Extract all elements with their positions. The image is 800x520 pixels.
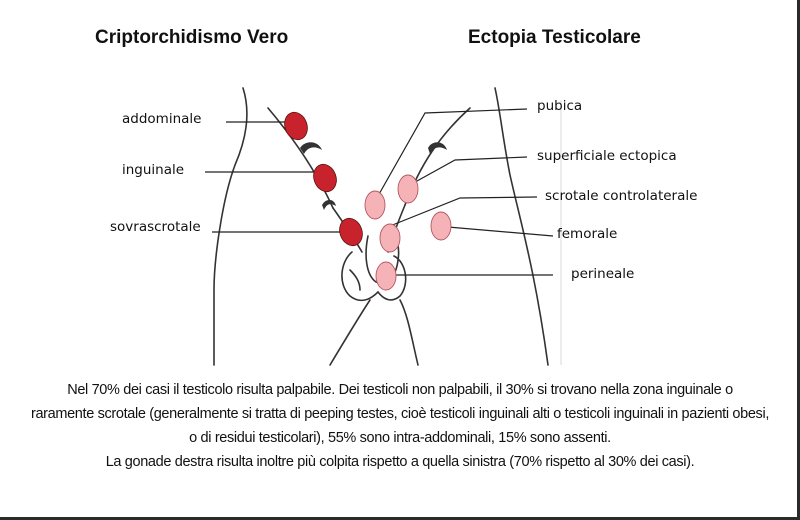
leader-femorale (448, 227, 553, 236)
label-perineale: perineale (571, 266, 635, 282)
caption-line: Nel 70% dei casi il testicolo risulta palpabile. Dei testicoli non palpabili, il 30% si trovano nella zona inguinale o (67, 382, 733, 398)
caption-line: raramente scrotale (generalmente si tratta di peeping testes, cioè testicoli inguinali alti o testicoli inguinali in pazienti obesi, (30, 406, 770, 422)
label-superficiale-ectopica: superficiale ectopica (537, 148, 677, 164)
right-ring-mark (428, 142, 447, 154)
label-inguinale: inguinale (122, 162, 185, 178)
left-inner-thigh (330, 300, 370, 365)
left-ring-upper (300, 142, 322, 154)
left-body-side (214, 88, 247, 365)
scrotum-fold (350, 270, 360, 290)
caption-line: o di residui testicolari), 55% sono intra-addominali, 15% sono assenti. (189, 430, 611, 446)
true-testes (281, 109, 366, 249)
testis-sovrascrotale (336, 215, 366, 249)
caption (30, 378, 770, 474)
testis-addominale (281, 109, 311, 143)
body-outline (214, 88, 548, 365)
label-sovrascrotale: sovrascrotale (110, 219, 201, 235)
label-scrotale-controlaterale: scrotale controlaterale (545, 188, 698, 204)
label-femorale: femorale (557, 226, 618, 242)
testis-scrotale-controlaterale (380, 224, 400, 252)
testis-pubica (365, 191, 385, 219)
scrotum-left (342, 252, 378, 300)
heading-true-cryptorchidism: Criptorchidismo Vero (95, 27, 289, 48)
right-body-side (495, 88, 548, 365)
testis-perineale (376, 262, 396, 290)
heading-testicular-ectopia: Ectopia Testicolare (468, 27, 641, 48)
right-inner-thigh (400, 300, 418, 365)
testis-femorale (431, 212, 451, 240)
testis-superficiale-ectopica (398, 175, 418, 203)
label-addominale: addominale (122, 111, 202, 127)
ectopic-testes (365, 175, 451, 290)
testis-inguinale (310, 161, 340, 195)
label-pubica: pubica (537, 98, 583, 114)
caption-line: La gonade destra risulta inoltre più colpita rispetto a quella sinistra (70% rispetto al 30% dei casi). (105, 454, 695, 470)
